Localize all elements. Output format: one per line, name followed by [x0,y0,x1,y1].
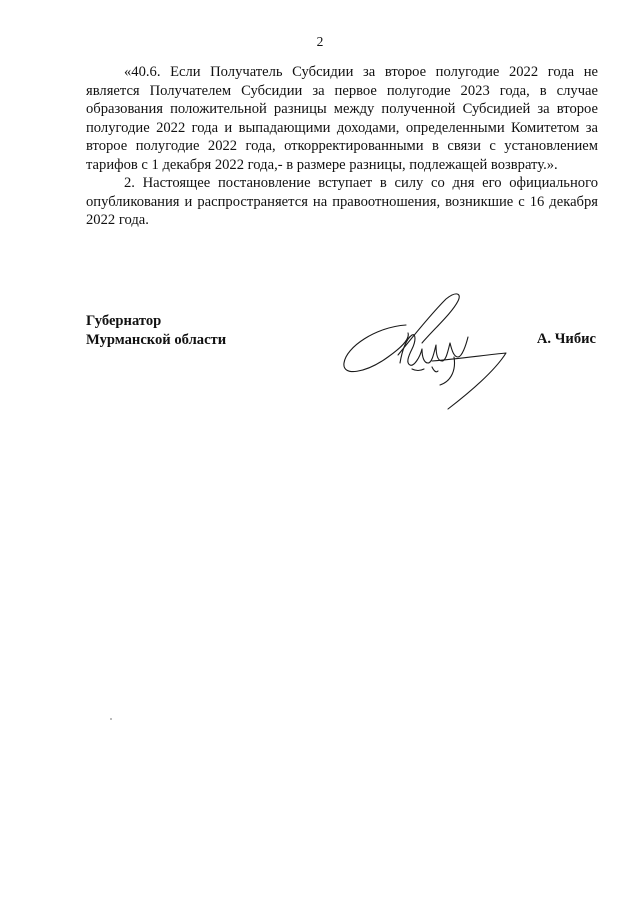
page-number: 2 [316,34,324,49]
paragraph-2: 2. Настоящее постановление вступает в силу со дня его официального опубликования и распространяется на правоотношения, возникшие с 16 декабря 2022 года. [86,175,598,228]
signatory-position-line2: Мурманской области [86,331,227,348]
paragraph-40-6: «40.6. Если Получатель Субсидии за второе полугодие 2022 года не является Получателем Субсидии за первое полугодие 2023 года, в случае образования положительной разницы между полученной Субсидией за второе полугодие 2022 года и выпадающими доходами, определенными Комитетом за второе полугодие 2022 года, откорректированными в связи с установлением тарифов с 1 декабря 2022 года,- в размере разницы, подлежащей возврату.». [86,64,598,173]
scan-speck [110,718,112,720]
document-body [86,63,598,230]
handwritten-signature [336,285,516,415]
signatory-position-line1: Губернатор [86,313,162,329]
signatory-position [86,312,226,349]
signatory-name: А. Чибис [536,331,596,347]
